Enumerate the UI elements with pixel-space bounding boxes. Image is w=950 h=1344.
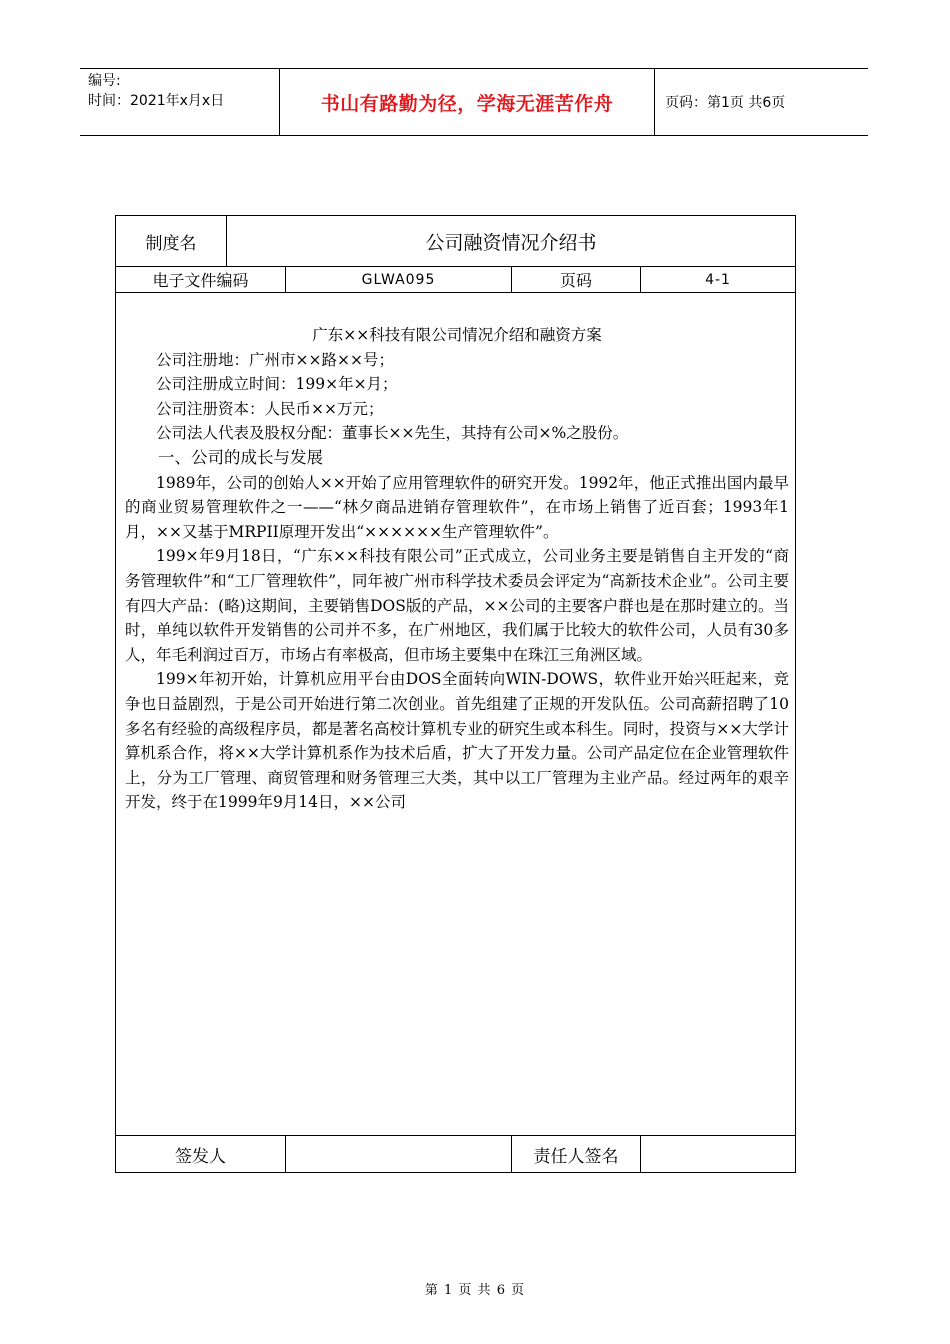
body-paragraph: 199×年9月18日，“广东××科技有限公司”正式成立，公司业务主要是销售自主开发的“商务管理软件”和“工厂管理软件”，同年被广州市科学技术委员会评定为“高新技术企业”。公司主要有四大产品：(略)这期间，主要销售DOS版的产品，××公司的主要客户群也是在那时建立的。当时，单纯以软件开发销售的公司并不多，在广州地区，我们属于比较大的软件公司，人员有30多人，年毛利润过百万，市场占有率极高，但市场主要集中在珠江三角洲区域。 [125, 547, 789, 664]
page-value: 4-1 [705, 271, 731, 288]
page-label: 页码 [512, 267, 641, 292]
number-label: 编号: [88, 73, 121, 89]
responsible-signature-field[interactable] [641, 1136, 795, 1172]
signature-row [116, 1136, 795, 1172]
policy-name-row [116, 216, 795, 267]
body-paragraph: 1989年，公司的创始人××开始了应用管理软件的研究开发。1992年，他正式推出国内最早的商业贸易管理软件之一——“林夕商品进销存管理软件”，在市场上销售了近百套；1993年1月，××又基于MRPII原理开发出“××××××生产管理软件”。 [125, 473, 789, 541]
content-row [116, 293, 795, 1136]
file-code-value: GLWA095 [286, 267, 512, 292]
document-title: 广东××科技有限公司情况介绍和融资方案 [312, 326, 602, 344]
header-motto-cell [280, 69, 655, 135]
policy-form-table [115, 215, 796, 1173]
info-line-legal-representative: 公司法人代表及股权分配：董事长××先生，其持有公司×%之股份。 [156, 424, 629, 443]
policy-name-value: 公司融资情况介绍书 [425, 231, 597, 254]
time-label: 时间：2021年x月x日 [88, 93, 225, 109]
issuer-label: 签发人 [116, 1136, 286, 1172]
section-heading: 一、公司的成长与发展 [158, 447, 323, 467]
info-line-registered-address: 公司注册地：广州市××路××号； [156, 350, 394, 369]
document-header [80, 68, 868, 136]
info-line-registered-capital: 公司注册资本：人民币××万元； [156, 399, 384, 418]
responsible-person-label: 责任人签名 [512, 1136, 641, 1172]
file-code-label: 电子文件编码 [116, 267, 286, 292]
document-body [125, 323, 789, 815]
header-meta [80, 69, 280, 135]
issuer-field[interactable] [286, 1136, 512, 1172]
page-footer: 第 1 页 共 6 页 [424, 1283, 526, 1298]
body-paragraph: 199×年初开始，计算机应用平台由DOS全面转向WIN-DOWS，软件业开始兴旺起来，竞争也日益剧烈，于是公司开始进行第二次创业。首先组建了正规的开发队伍。公司高薪招聘了10多名有经验的高级程序员，都是著名高校计算机专业的研究生或本科生。同时，投资与××大学计算机系合作，将××大学计算机系作为技术后盾，扩大了开发力量。公司产品定位在企业管理软件上，分为工厂管理、商贸管理和财务管理三大类，其中以工厂管理为主业产品。经过两年的艰辛开发，终于在1999年9月14日，××公司 [125, 670, 789, 812]
motto-text: 书山有路勤为径，学海无涯苦作舟 [320, 92, 614, 115]
info-line-registration-date: 公司注册成立时间：199×年×月； [156, 375, 398, 394]
header-page-info: 页码：第1页 共6页 [665, 95, 786, 111]
file-code-row [116, 267, 795, 293]
policy-name-label: 制度名 [116, 216, 227, 266]
